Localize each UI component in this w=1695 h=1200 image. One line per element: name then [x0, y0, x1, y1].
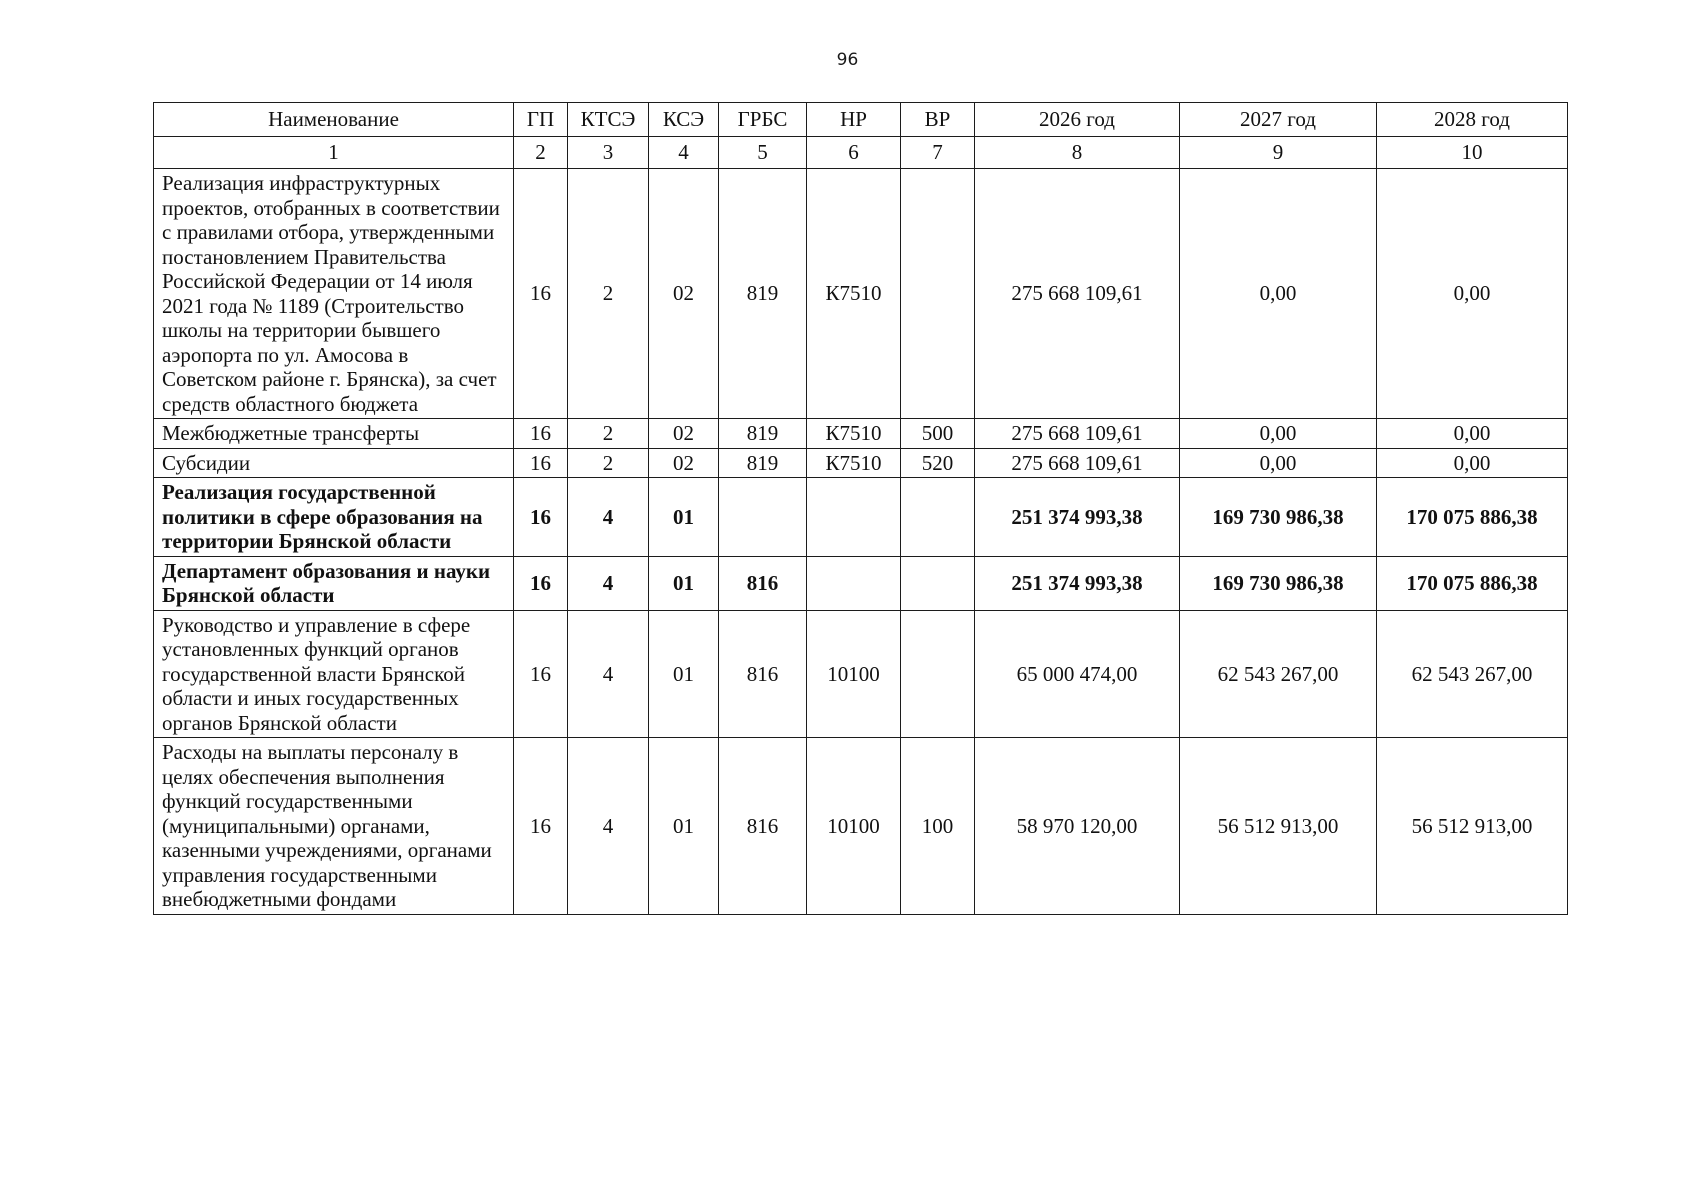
cell-gp: 16 — [514, 419, 568, 449]
header-cell-vr: ВР — [901, 103, 975, 137]
cell-name: Руководство и управление в сфере установленных функций органов государственной власти Брянской области и иных государственных органов Брянской области — [154, 610, 514, 738]
cell-year-2028: 56 512 913,00 — [1377, 738, 1568, 915]
cell-name: Расходы на выплаты персоналу в целях обеспечения выполнения функций государственными (муниципальными) органами, казенными учреждениями, органами управления государственными внебюджетными фондами — [154, 738, 514, 915]
cell-kse: 01 — [649, 738, 719, 915]
cell-year-2028: 0,00 — [1377, 448, 1568, 478]
cell-year-2028: 170 075 886,38 — [1377, 556, 1568, 610]
cell-gp: 16 — [514, 556, 568, 610]
header-cell-ktse: КТСЭ — [568, 103, 649, 137]
table-row — [154, 169, 1568, 419]
cell-year-2026: 275 668 109,61 — [975, 419, 1180, 449]
column-number-cell: 2 — [514, 137, 568, 169]
header-cell-nr: НР — [807, 103, 901, 137]
budget-table — [153, 102, 1568, 915]
cell-year-2028: 62 543 267,00 — [1377, 610, 1568, 738]
header-cell-grbs: ГРБС — [719, 103, 807, 137]
cell-year-2028: 0,00 — [1377, 419, 1568, 449]
cell-nr — [807, 478, 901, 557]
header-row — [154, 103, 1568, 137]
cell-ktse: 4 — [568, 478, 649, 557]
cell-year-2026: 275 668 109,61 — [975, 169, 1180, 419]
column-number-cell: 8 — [975, 137, 1180, 169]
cell-gp: 16 — [514, 448, 568, 478]
column-number-cell: 1 — [154, 137, 514, 169]
cell-vr — [901, 478, 975, 557]
column-number-cell: 7 — [901, 137, 975, 169]
column-number-cell: 5 — [719, 137, 807, 169]
column-number-cell: 3 — [568, 137, 649, 169]
cell-nr — [807, 556, 901, 610]
column-number-row — [154, 137, 1568, 169]
cell-vr: 500 — [901, 419, 975, 449]
cell-vr — [901, 610, 975, 738]
cell-vr: 520 — [901, 448, 975, 478]
table-row — [154, 610, 1568, 738]
cell-grbs: 816 — [719, 556, 807, 610]
cell-name: Реализация инфраструктурных проектов, отобранных в соответствии с правилами отбора, утвержденными постановлением Правительства Российской Федерации от 14 июля 2021 года № 1189 (Строительство школы на территории бывшего аэропорта по ул. Амосова в Советском районе г. Брянска), за счет средств областного бюджета — [154, 169, 514, 419]
cell-year-2027: 0,00 — [1180, 419, 1377, 449]
cell-ktse: 2 — [568, 448, 649, 478]
cell-name: Реализация государственной политики в сфере образования на территории Брянской области — [154, 478, 514, 557]
cell-nr: 10100 — [807, 738, 901, 915]
cell-ktse: 4 — [568, 556, 649, 610]
cell-kse: 02 — [649, 448, 719, 478]
cell-ktse: 4 — [568, 610, 649, 738]
cell-year-2027: 0,00 — [1180, 448, 1377, 478]
column-number-cell: 4 — [649, 137, 719, 169]
cell-ktse: 2 — [568, 169, 649, 419]
cell-grbs — [719, 478, 807, 557]
cell-year-2026: 251 374 993,38 — [975, 478, 1180, 557]
header-cell-name: Наименование — [154, 103, 514, 137]
cell-kse: 02 — [649, 169, 719, 419]
cell-ktse: 4 — [568, 738, 649, 915]
cell-gp: 16 — [514, 610, 568, 738]
page-number: 96 — [836, 50, 859, 70]
cell-name: Межбюджетные трансферты — [154, 419, 514, 449]
cell-year-2027: 0,00 — [1180, 169, 1377, 419]
cell-kse: 01 — [649, 478, 719, 557]
cell-grbs: 816 — [719, 610, 807, 738]
cell-year-2026: 251 374 993,38 — [975, 556, 1180, 610]
cell-nr: К7510 — [807, 448, 901, 478]
cell-year-2026: 65 000 474,00 — [975, 610, 1180, 738]
cell-name: Субсидии — [154, 448, 514, 478]
cell-year-2027: 169 730 986,38 — [1180, 556, 1377, 610]
cell-grbs: 816 — [719, 738, 807, 915]
cell-kse: 02 — [649, 419, 719, 449]
table-row — [154, 448, 1568, 478]
column-number-cell: 9 — [1180, 137, 1377, 169]
cell-nr: К7510 — [807, 419, 901, 449]
cell-grbs: 819 — [719, 169, 807, 419]
header-cell-kse: КСЭ — [649, 103, 719, 137]
table-row — [154, 478, 1568, 557]
cell-grbs: 819 — [719, 448, 807, 478]
cell-vr — [901, 556, 975, 610]
cell-year-2027: 56 512 913,00 — [1180, 738, 1377, 915]
cell-vr: 100 — [901, 738, 975, 915]
cell-ktse: 2 — [568, 419, 649, 449]
cell-nr: К7510 — [807, 169, 901, 419]
header-cell-year-2026: 2026 год — [975, 103, 1180, 137]
cell-gp: 16 — [514, 169, 568, 419]
cell-gp: 16 — [514, 478, 568, 557]
header-cell-year-2028: 2028 год — [1377, 103, 1568, 137]
cell-year-2027: 169 730 986,38 — [1180, 478, 1377, 557]
cell-year-2028: 0,00 — [1377, 169, 1568, 419]
cell-year-2027: 62 543 267,00 — [1180, 610, 1377, 738]
table-body — [154, 103, 1568, 915]
table-row — [154, 738, 1568, 915]
cell-nr: 10100 — [807, 610, 901, 738]
header-cell-gp: ГП — [514, 103, 568, 137]
cell-vr — [901, 169, 975, 419]
table-row — [154, 556, 1568, 610]
column-number-cell: 6 — [807, 137, 901, 169]
cell-year-2028: 170 075 886,38 — [1377, 478, 1568, 557]
cell-grbs: 819 — [719, 419, 807, 449]
cell-year-2026: 275 668 109,61 — [975, 448, 1180, 478]
cell-kse: 01 — [649, 556, 719, 610]
cell-kse: 01 — [649, 610, 719, 738]
header-cell-year-2027: 2027 год — [1180, 103, 1377, 137]
table-row — [154, 419, 1568, 449]
cell-gp: 16 — [514, 738, 568, 915]
column-number-cell: 10 — [1377, 137, 1568, 169]
cell-name: Департамент образования и науки Брянской области — [154, 556, 514, 610]
cell-year-2026: 58 970 120,00 — [975, 738, 1180, 915]
